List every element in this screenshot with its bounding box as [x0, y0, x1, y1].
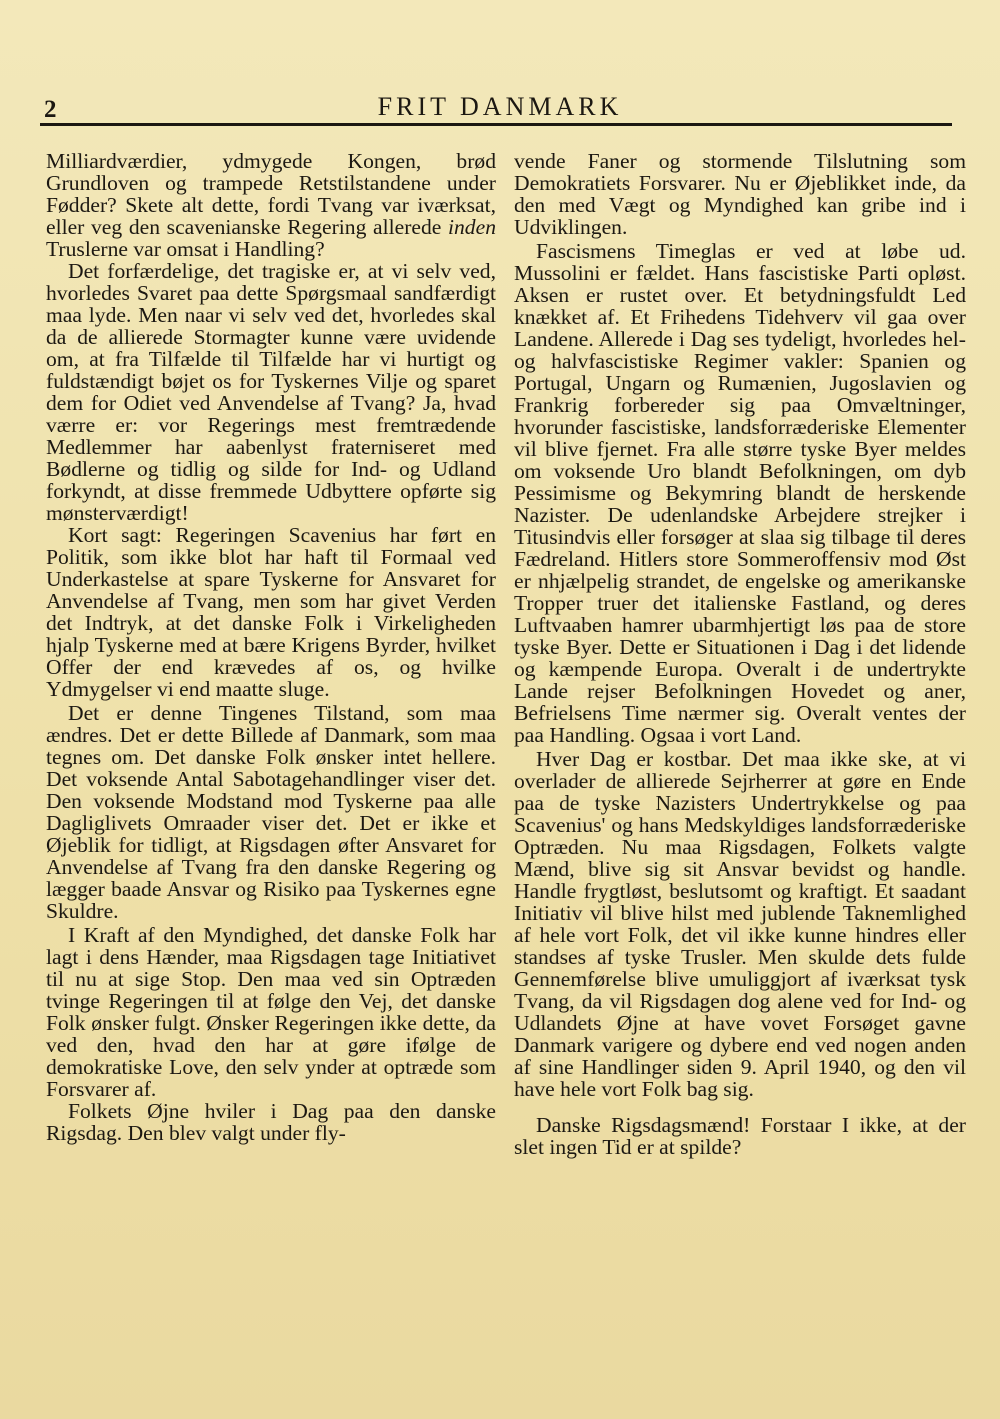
paragraph: vende Faner og stormende Tilslutning som Demokratiets Forsvarer. Nu er Øjeblikket inde, da den med Vægt og Myndighed kan gribe ind i Udviklingen. [514, 149, 966, 239]
paragraph: I Kraft af den Myndighed, det danske Folk har lagt i dens Hænder, maa Rigsdagen tage Initiativet til nu at sige Stop. Den maa ved sin Optræden tvinge Regeringen til at følge den Vej, det danske Folk ønsker fulgt. Ønsker Regeringen ikke dette, da ved den, hvad den har at gøre ifølge de demokratiske Love, den selv ynder at optræde som Forsvarer af. [46, 923, 496, 1101]
right-column [514, 150, 966, 1158]
emphasis-text: inden [448, 215, 496, 239]
header-rule [40, 123, 952, 126]
paragraph: Hver Dag er kostbar. Det maa ikke ske, at vi overlader de allierede Sejrherrer at gøre en Ende paa de tyske Nazisters Undertrykkelse og paa Scavenius' og hans Medskyldiges landsforræderiske Optræden. Nu maa Rigsdagen, Folkets valgte Mænd, blive sig sit Ansvar bevidst og handle. Handle frygtløst, beslutsomt og kraftigt. Et saadant Initiativ vil blive hilst med jublende Taknemlighed af hele vort Folk, det vil ikke kunne hindres eller standses af tyske Trusler. Men skulde dets fulde Gennemførelse blive umuliggjort af iværksat tysk Tvang, da vil Rigsdagen dog alene ved for Ind- og Udlandets Øjne at have vovet Forsøget gavne Danmark varigere og dybere end ved nogen anden af sine Handlinger siden 9. April 1940, og den vil have hele vort Folk bag sig. [514, 747, 966, 1101]
paragraph: Det forfærdelige, det tragiske er, at vi selv ved, hvorledes Svaret paa dette Spørgsmaal sandfærdigt maa lyde. Men naar vi selv ved det, hvorledes skal da de allierede Stormagter kunne være uvidende om, at fra Tilfælde til Tilfælde har vi hurtigt og fuldstændigt bøjet os for Tyskernes Vilje og sparet dem for Odiet ved Anvendelse af Tvang? Ja, hvad værre er: vor Regerings mest fremtrædende Medlemmer har aabenlyst fraterniseret med Bødlerne og tidlig og silde for Ind- og Udland forkyndt, at disse fremmede Udbyttere opførte sig mønsterværdigt! [46, 259, 496, 525]
paragraph [46, 150, 496, 260]
paragraph-text: Milliardværdier, ydmygede Kongen, brød Grundloven og trampede Retstilstandene under Fødder? Skete alt dette, fordi Tvang var iværksat, eller veg den scavenianske Regering allerede [46, 149, 496, 239]
paragraph: Kort sagt: Regeringen Scavenius har ført en Politik, som ikke blot har haft til Formaal ved Underkastelse at spare Tyskerne for Ansvaret for Anvendelse af Tvang, men som har givet Verden det Indtryk, at det danske Folk i Virkeligheden hjalp Tyskerne med at bære Krigens Byrder, hvilket Offer der end krævedes af os, og hvilke Ydmygelser vi end maatte sluge. [46, 523, 496, 701]
paragraph-text: Truslerne var omsat i Handling? [46, 237, 325, 261]
paragraph: Fascismens Timeglas er ved at løbe ud. Mussolini er fældet. Hans fascistiske Parti opløst. Aksen er rustet over. Et betydningsfuldt Led knækket af. Et Frihedens Tidehverv vil gaa over Landene. Allerede i Dag ses tydeligt, hvorledes hel- og halvfascistiske Regimer vakler: Spanien og Portugal, Ungarn og Rumænien, Jugoslavien og Frankrig forbereder sig paa Omvæltninger, hvorunder fascistiske, landsforræderiske Elementer vil blive fjernet. Fra alle større tyske Byer meldes om voksende Uro blandt Befolkningen, om dyb Pessimisme og Bekymring blandt de herskende Nazister. De udenlandske Arbejdere strejker i Titusindvis eller forsøger at slaa sig tilbage til deres Fædreland. Hitlers store Sommeroffensiv mod Øst er nhjælpelig strandet, de engelske og amerikanske Tropper truer det italienske Fastland, og deres Luftvaaben hamrer ubarmhjertigt løs paa de store tyske Byer. Dette er Situationen i Dag i det lidende og kæmpende Europa. Overalt i de undertrykte Lande rejser Befolkningen Hovedet og aner, Befrielsens Time nærmer sig. Overalt ventes der paa Handling. Ogsaa i vort Land. [514, 239, 966, 747]
page-number: 2 [44, 96, 57, 123]
newspaper-title: FRIT DANMARK [377, 92, 623, 121]
left-column [46, 150, 496, 1144]
paragraph: Danske Rigsdagsmænd! Forstaar I ikke, at der slet ingen Tid er at spilde? [514, 1113, 966, 1159]
paragraph: Folkets Øjne hviler i Dag paa den danske Rigsdag. Den blev valgt under fly- [46, 1099, 496, 1145]
paragraph: Det er denne Tingenes Tilstand, som maa ændres. Det er dette Billede af Danmark, som maa tegnes om. Det danske Folk ønsker intet hellere. Det voksende Antal Sabotagehandlinger viser det. Den voksende Modstand mod Tyskerne paa alle Dagliglivets Omraader viser det. Det er ikke et Øjeblik for tidligt, at Rigsdagen øfter Ansvaret for Anvendelse af Tvang fra den danske Regering og lægger baade Ansvar og Risiko paa Tyskernes egne Skuldre. [46, 701, 496, 923]
